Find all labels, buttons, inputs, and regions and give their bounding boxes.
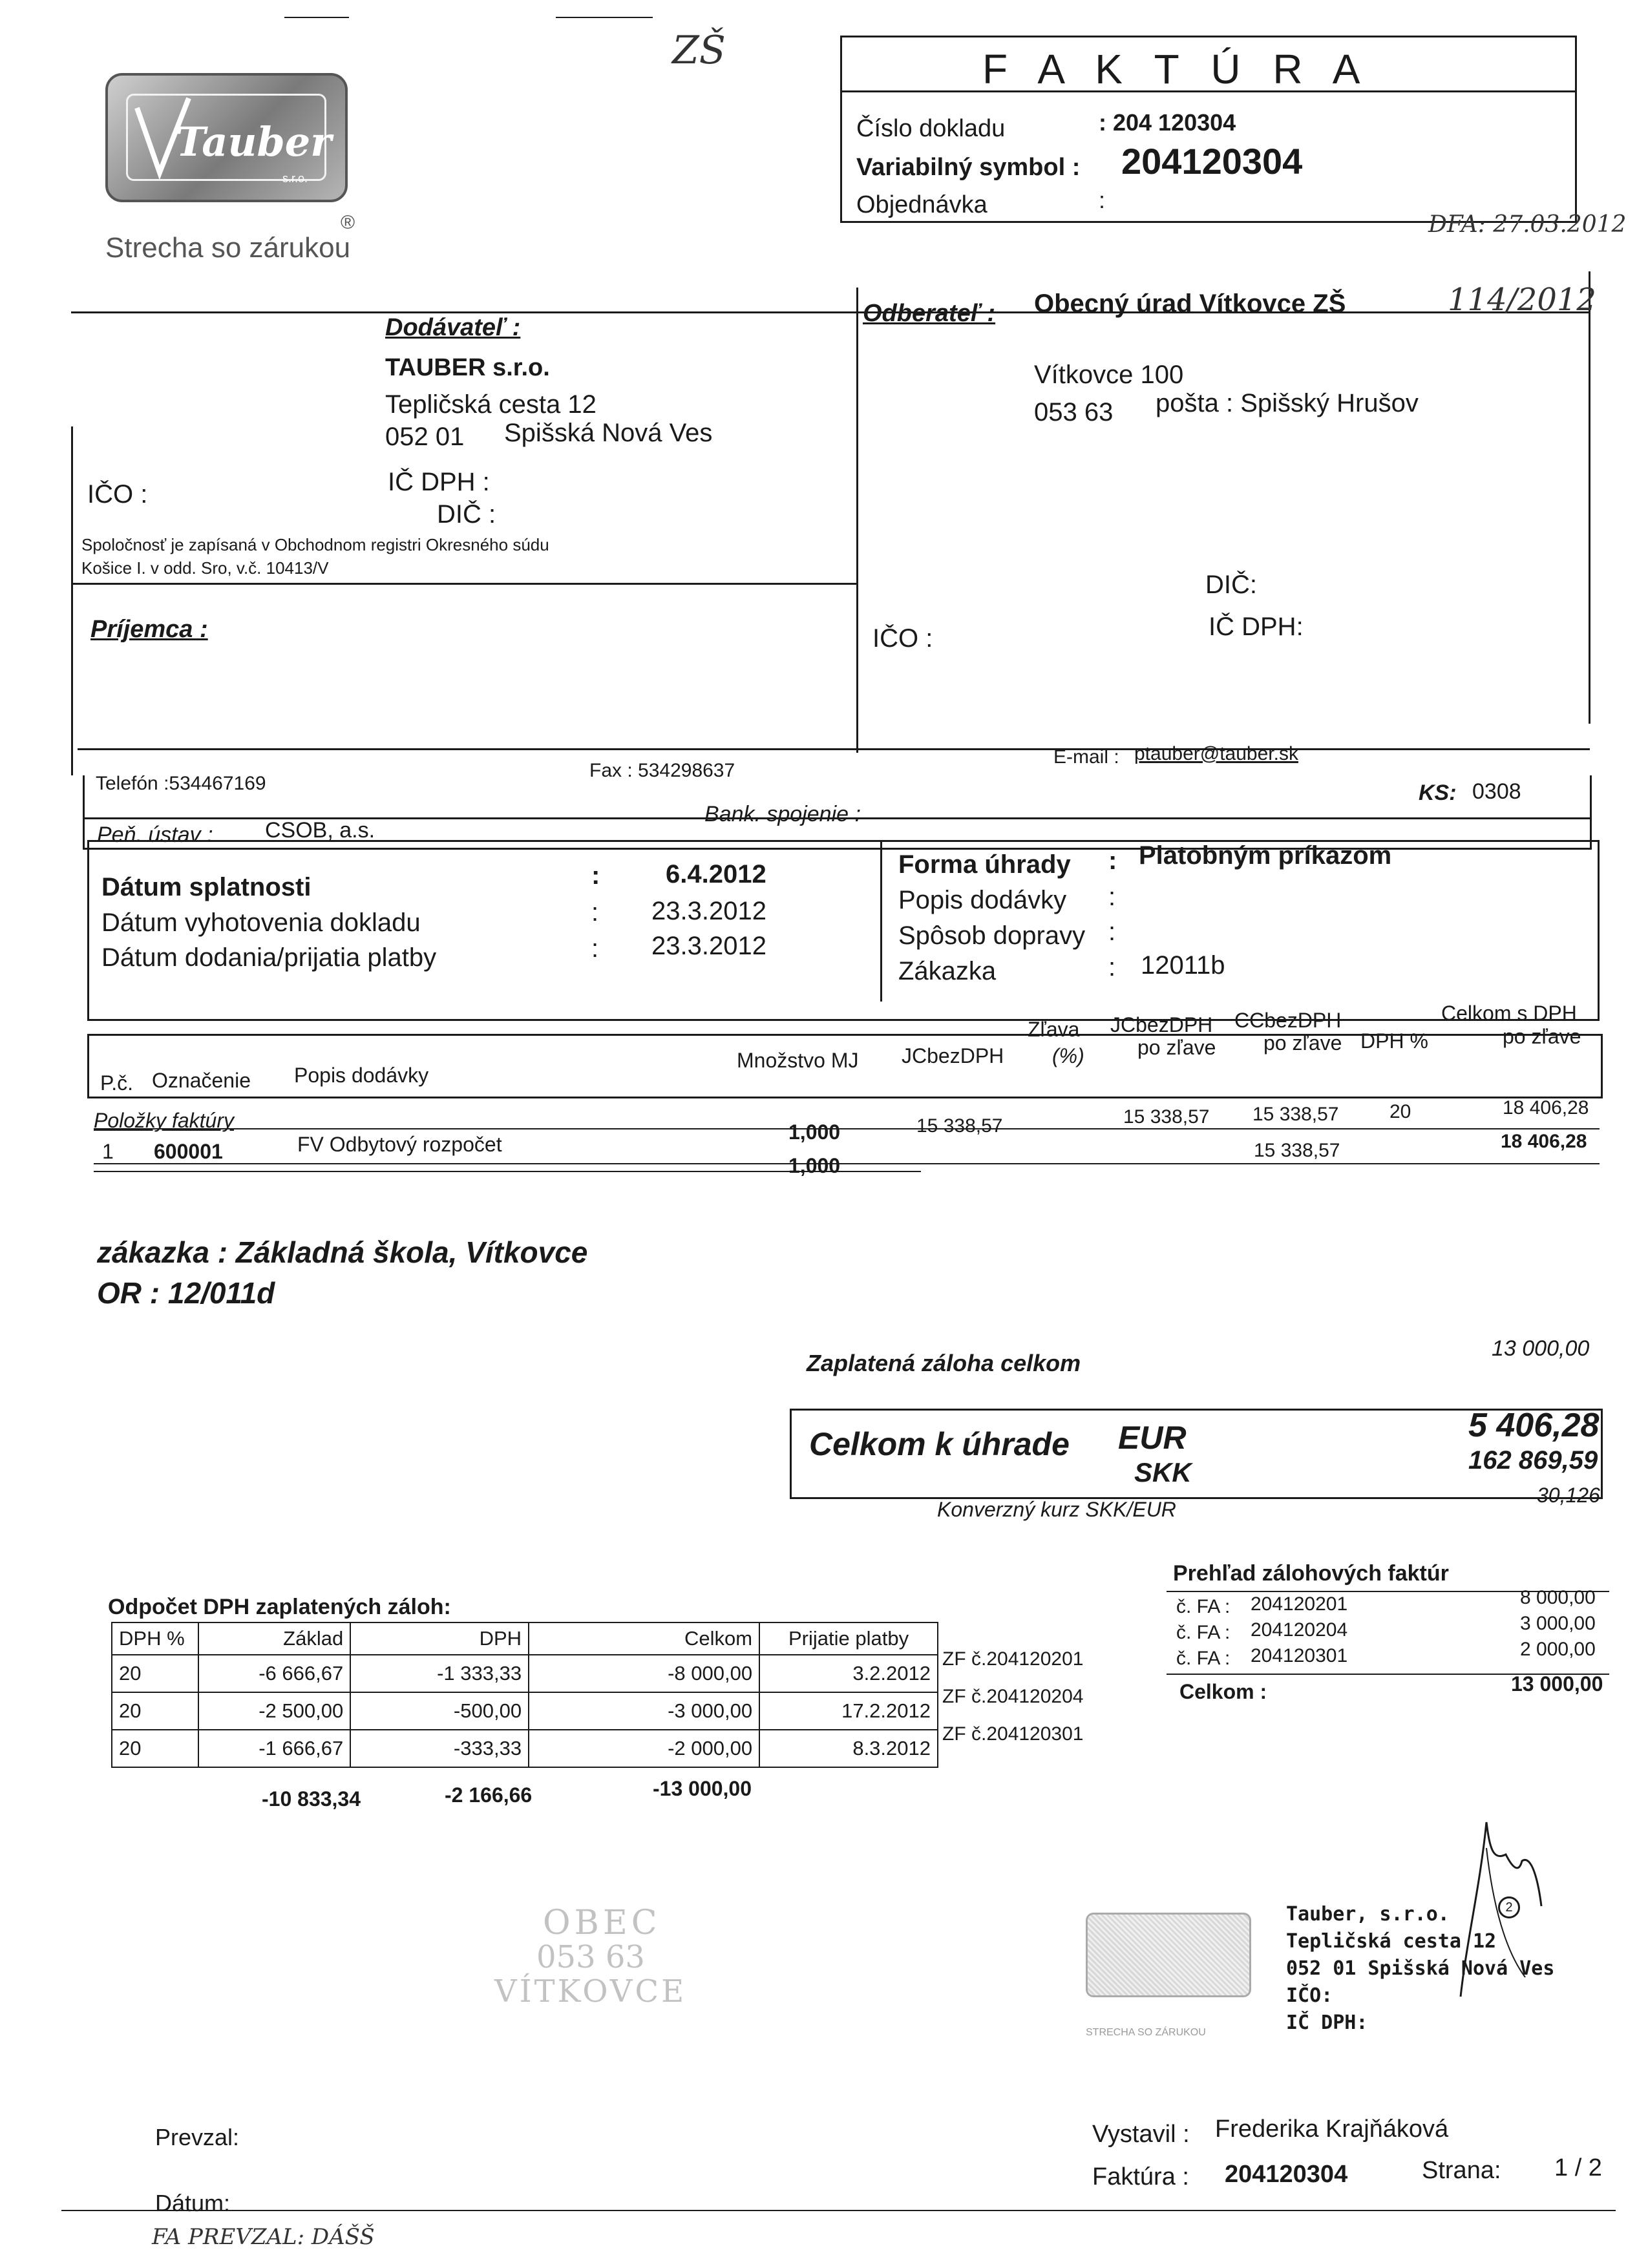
customer-post: pošta : Spišský Hrušov: [1156, 389, 1419, 417]
footer-prevzal: Prevzal:: [155, 2124, 240, 2150]
items-section-jc: 15 338,57: [1123, 1106, 1210, 1128]
supplier-icdph-label: IČ DPH :: [388, 468, 490, 496]
contact-email-label: E-mail :: [1053, 746, 1119, 768]
due-date-value: 6.4.2012: [666, 860, 766, 888]
contact-fax: Fax : 534298637: [589, 760, 735, 781]
handwritten-dfa-note: DFA: 27.03.2012: [1428, 211, 1627, 238]
logo-registered: ®: [341, 212, 355, 233]
address-block-divider: [856, 288, 858, 753]
due-date-colon: :: [591, 861, 600, 890]
recipient-heading: Príjemca :: [90, 616, 208, 643]
supplier-register-line2: Košice I. v odd. Sro, v.č. 10413/V: [81, 558, 329, 578]
vat-cell-celkom: -2 000,00: [529, 1730, 759, 1767]
vat-total-dph: -2 166,66: [445, 1783, 533, 1807]
advance-row-3-number: 204120301: [1251, 1645, 1348, 1666]
order-ref-value: 12011b: [1141, 951, 1225, 980]
top-rule-left: [284, 17, 349, 18]
customer-zip: 053 63: [1034, 398, 1114, 426]
transport-method-label: Spôsob dopravy: [898, 921, 1086, 950]
advance-row-2-number: 204120204: [1251, 1619, 1348, 1641]
vat-cell-zaklad: -2 500,00: [198, 1692, 350, 1730]
total-skk-label: SKK: [1134, 1457, 1192, 1487]
contact-phone: Telefón :534467169: [96, 773, 266, 794]
customer-name: Obecný úrad Vítkovce ZŠ: [1034, 289, 1346, 318]
address-block-right-border: [1589, 271, 1590, 724]
col-pc: P.č.: [100, 1071, 133, 1095]
advance-row-1-number: 204120201: [1251, 1593, 1348, 1615]
delivery-description-label: Popis dodávky: [898, 886, 1067, 914]
footer-faktura-label: Faktúra :: [1092, 2163, 1189, 2190]
items-row-top-line: [94, 1128, 1600, 1129]
customer-icdph-label: IČ DPH:: [1209, 613, 1304, 641]
vat-zf-ref-3: ZF č.204120301: [942, 1723, 1084, 1745]
vat-col-dph: DPH %: [112, 1622, 198, 1655]
vat-col-dph-val: DPH: [350, 1622, 529, 1655]
municipal-stamp-line3: VÍTKOVCE: [494, 1973, 687, 2010]
items-section-cc: 15 338,57: [1252, 1104, 1339, 1125]
issue-date-value: 23.3.2012: [651, 897, 766, 925]
advance-row-3-amount: 2 000,00: [1520, 1639, 1596, 1660]
vat-cell-dph-val: -500,00: [350, 1692, 529, 1730]
footer-line: [61, 2210, 1616, 2211]
vat-col-prijatie: Prijatie platby: [759, 1622, 938, 1655]
supplier-ico-label: IČO :: [87, 480, 148, 509]
contact-email[interactable]: ptauber@tauber.sk: [1134, 743, 1298, 764]
col-mnozstvo: Množstvo MJ: [737, 1049, 859, 1072]
bank-pen-label: Peň. ústav :: [97, 823, 213, 847]
supplier-street: Tepličská cesta 12: [385, 390, 597, 419]
vat-cell-dph: 20: [112, 1655, 198, 1692]
note-line2: OR : 12/011d: [97, 1276, 275, 1310]
order-label: Objednávka: [856, 191, 988, 218]
vat-total-celkom: -13 000,00: [653, 1777, 752, 1800]
advance-overview-title: Prehľad zálohových faktúr: [1173, 1561, 1449, 1586]
col-dph: DPH %: [1360, 1029, 1428, 1053]
col-jc-zlava-2: po zľave: [1137, 1036, 1216, 1059]
exchange-rate-label: Konverzný kurz SKK/EUR: [937, 1498, 1176, 1521]
col-zlava-1: Zľava: [1028, 1018, 1080, 1041]
supplier-zip: 052 01: [385, 423, 465, 451]
handwritten-ref-note: 114/2012: [1448, 282, 1596, 318]
company-logo: [105, 73, 348, 202]
handwritten-bottom-note: FA PREVZAL: DÁŠŠ: [152, 2224, 375, 2250]
supplier-dic-label: DIČ :: [437, 500, 496, 529]
col-celkom-2: po zľave: [1503, 1025, 1581, 1048]
company-stamp-line1: Tauber, s.r.o.: [1286, 1903, 1450, 1926]
advance-overview-celkom-label: Celkom :: [1179, 1680, 1267, 1703]
vat-cell-zaklad: -1 666,67: [198, 1730, 350, 1767]
items-section-celkom: 18 406,28: [1503, 1097, 1589, 1118]
supplier-heading: Dodávateľ :: [385, 314, 521, 341]
signature-icon: [1409, 1809, 1564, 2003]
municipal-stamp-line2: 053 63: [536, 1939, 645, 1975]
customer-heading: Odberateľ :: [863, 300, 996, 327]
items-total-cc: 15 338,57: [1254, 1140, 1340, 1161]
advance-row-3-label: č. FA :: [1176, 1648, 1231, 1669]
total-eur-value: 5 406,28: [1468, 1407, 1600, 1444]
invoice-number-label: Číslo dokladu: [856, 115, 1006, 142]
customer-street: Vítkovce 100: [1034, 361, 1184, 389]
col-cc-zlava-1: CCbezDPH: [1234, 1009, 1342, 1032]
col-oznacenie: Označenie: [152, 1069, 251, 1092]
vat-col-zaklad: Základ: [198, 1622, 350, 1655]
items-total-line-1: [94, 1163, 1600, 1164]
supplier-city: Spišská Nová Ves: [504, 419, 713, 447]
vat-cell-dph: 20: [112, 1692, 198, 1730]
total-skk-value: 162 869,59: [1468, 1446, 1598, 1475]
vat-cell-celkom: -8 000,00: [529, 1655, 759, 1692]
company-stamp-caption: STRECHA SO ZÁRUKOU: [1086, 2027, 1206, 2038]
table-row: [112, 1655, 938, 1692]
address-block-left-border: [71, 426, 73, 775]
col-jcbezdph: JCbezDPH: [902, 1044, 1004, 1067]
customer-dic-label: DIČ:: [1205, 571, 1257, 599]
vat-cell-celkom: -3 000,00: [529, 1692, 759, 1730]
company-stamp-line5: IČ DPH:: [1286, 2011, 1368, 2034]
company-stamp-line4: IČO:: [1286, 1984, 1333, 2007]
payment-form-colon: :: [1108, 846, 1117, 875]
footer-faktura-value: 204120304: [1225, 2161, 1348, 2188]
exchange-rate-value: 30,126: [1537, 1484, 1600, 1507]
variable-symbol-label: Variabilný symbol :: [856, 154, 1081, 181]
vat-cell-prijatie: 3.2.2012: [759, 1655, 938, 1692]
item-pc: 1: [102, 1140, 114, 1163]
company-stamp-logo: [1086, 1913, 1251, 1997]
issue-date-label: Dátum vyhotovenia dokladu: [101, 908, 421, 937]
vat-cell-dph: 20: [112, 1730, 198, 1767]
top-rule-mid: [556, 17, 653, 18]
footer-vystavil-label: Vystavil :: [1092, 2121, 1190, 2148]
advance-overview-celkom-value: 13 000,00: [1511, 1672, 1603, 1696]
transport-method-colon: :: [1108, 918, 1116, 946]
variable-symbol-value: 204120304: [1121, 141, 1303, 182]
recipient-top-line: [71, 583, 856, 585]
bank-spojenie-label: Bank. spojenie :: [704, 802, 861, 826]
vat-cell-zaklad: -6 666,67: [198, 1655, 350, 1692]
company-stamp-line3: 052 01 Spišská Nová Ves: [1286, 1957, 1555, 1980]
total-due-label: Celkom k úhrade: [809, 1426, 1070, 1462]
order-colon: :: [1099, 187, 1106, 213]
col-cc-zlava-2: po zľave: [1263, 1031, 1342, 1055]
items-total-celkom: 18 406,28: [1501, 1131, 1587, 1152]
vat-cell-dph-val: -333,33: [350, 1730, 529, 1767]
footer-strana-label: Strana:: [1422, 2157, 1501, 2184]
logo-slogan: Strecha so zárukou: [105, 232, 351, 264]
handwritten-top-note: ZŠ: [672, 28, 726, 73]
advance-row-1-amount: 8 000,00: [1520, 1587, 1596, 1608]
items-section-label: Položky faktúry: [94, 1109, 234, 1132]
company-stamp-line2: Tepličská cesta 12: [1286, 1930, 1497, 1953]
dates-payment-divider: [880, 840, 882, 1002]
contact-top-line: [78, 748, 1590, 750]
invoice-title: F A K T Ú R A: [982, 46, 1371, 92]
registered-circle-icon: 2: [1498, 1896, 1520, 1918]
item-mnozstvo: 1,000: [788, 1120, 841, 1144]
delivery-date-colon: :: [591, 934, 599, 963]
footer-strana-value: 1 / 2: [1554, 2154, 1602, 2181]
vat-zf-ref-2: ZF č.204120204: [942, 1686, 1084, 1707]
delivery-date-label: Dátum dodania/prijatia platby: [101, 943, 437, 972]
total-eur-label: EUR: [1118, 1420, 1187, 1456]
col-popis: Popis dodávky: [294, 1064, 429, 1087]
vat-cell-prijatie: 8.3.2012: [759, 1730, 938, 1767]
advance-paid-label: Zaplatená záloha celkom: [807, 1350, 1081, 1376]
vat-total-zaklad: -10 833,34: [262, 1787, 361, 1811]
bank-ks-label: KS:: [1419, 781, 1457, 805]
logo-suffix: s.r.o.: [282, 172, 308, 185]
issue-date-colon: :: [591, 898, 599, 927]
payment-form-value: Platobným príkazom: [1139, 841, 1392, 870]
advance-paid-value: 13 000,00: [1492, 1336, 1590, 1361]
order-ref-label: Zákazka: [898, 957, 997, 985]
item-oznacenie: 600001: [154, 1140, 223, 1163]
supplier-register-line1: Spoločnosť je zapísaná v Obchodnom registri Okresného súdu: [81, 535, 549, 554]
advance-row-2-label: č. FA :: [1176, 1622, 1231, 1643]
municipal-stamp-line1: OBEC: [543, 1904, 661, 1942]
table-row: [112, 1730, 938, 1767]
bank-ks-value: 0308: [1472, 779, 1521, 804]
vat-cell-prijatie: 17.2.2012: [759, 1692, 938, 1730]
vat-col-celkom: Celkom: [529, 1622, 759, 1655]
col-celkom-1: Celkom s DPH: [1441, 1002, 1577, 1025]
items-section-dph: 20: [1389, 1101, 1411, 1122]
due-date-label: Dátum splatnosti: [101, 873, 312, 901]
item-jcbezdph: 15 338,57: [916, 1115, 1003, 1137]
vat-zf-ref-1: ZF č.204120201: [942, 1648, 1084, 1670]
table-row: [112, 1692, 938, 1730]
advance-row-1-label: č. FA :: [1176, 1596, 1231, 1617]
col-jc-zlava-1: JCbezDPH: [1110, 1013, 1213, 1036]
col-zlava-2: (%): [1052, 1044, 1084, 1067]
item-popis: FV Odbytový rozpočet: [297, 1133, 502, 1156]
bank-pen-value: CSOB, a.s.: [265, 818, 375, 843]
vat-cell-dph-val: -1 333,33: [350, 1655, 529, 1692]
footer-vystavil-value: Frederika Krajňáková: [1215, 2116, 1449, 2143]
delivery-date-value: 23.3.2012: [651, 932, 766, 960]
items-total-mnozstvo: 1,000: [788, 1154, 841, 1177]
customer-ico-label: IČO :: [872, 624, 933, 653]
invoice-number-value: : 204 120304: [1099, 109, 1236, 136]
supplier-name: TAUBER s.r.o.: [385, 354, 550, 381]
municipal-stamp: [491, 1900, 692, 2016]
advance-row-2-amount: 3 000,00: [1520, 1613, 1596, 1634]
order-ref-colon: :: [1108, 953, 1116, 982]
logo-brand: Tauber: [176, 118, 332, 165]
payment-form-label: Forma úhrady: [898, 850, 1071, 879]
footer-datum: Dátum:: [155, 2190, 231, 2216]
vat-deduction-table: [111, 1622, 938, 1768]
vat-deduction-title: Odpočet DPH zaplatených záloh:: [108, 1595, 451, 1619]
delivery-description-colon: :: [1108, 883, 1116, 911]
address-block-top-line: [71, 311, 1590, 313]
note-line1: zákazka : Základná škola, Vítkovce: [97, 1235, 588, 1269]
